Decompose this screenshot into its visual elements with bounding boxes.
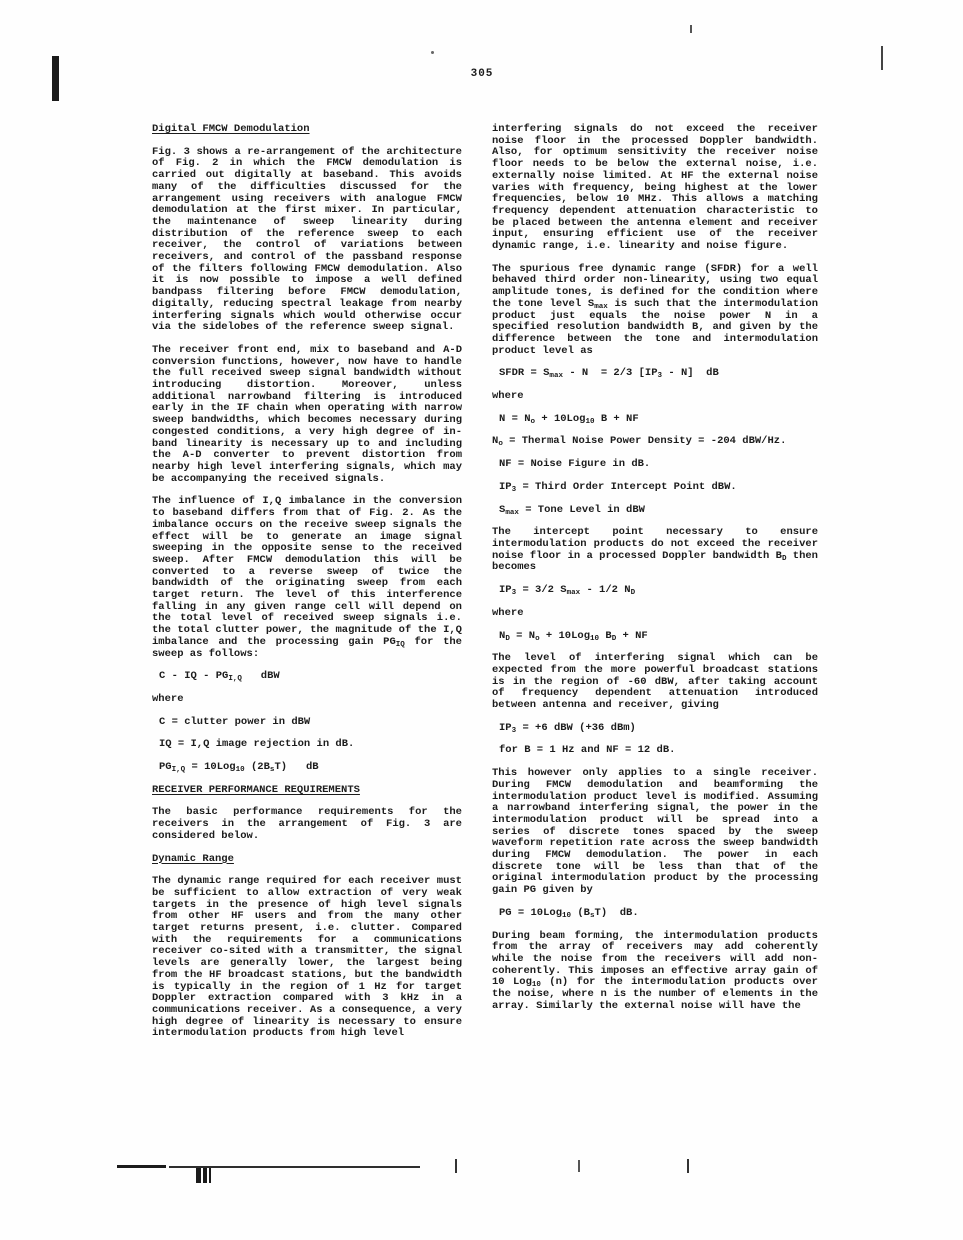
para-single-receiver: This however only applies to a single receiver. During FMCW demodulation and beamforming the intermodulation product level is modified. Assuming a narrowband interfering signal, the power in the intermodulation product will be spread into a series of discrete tones spaced by the sweep waveform repetition rate across the sweep bandwidth during FMCW demodulation. The power in each discrete tone will be less than that of the original intermodulation product by the processing gain PG given by (492, 767, 818, 897)
formula-clutter-interference: C - IQ - $PG_{I,Q}$ dBW (159, 670, 280, 684)
scan-artifact-bottom-tick (687, 1159, 689, 1173)
where-label: where (492, 606, 524, 619)
scan-artifact-bottom-mark (196, 1168, 201, 1183)
para-basic-performance: The basic performance requirements for the receivers in the arrangement of Fig. 3 are considered below. (152, 806, 462, 842)
where-label: where (152, 692, 184, 705)
line-bandwidth-noise-figure: for B = 1 Hz and NF = 12 dB. (499, 744, 676, 757)
para-dynamic-range: The dynamic range required for each receiver must be sufficient to allow extraction of very weak targets in the presence of high level signals from other HF users and from the many other target returns present, i.e. clutter. Compared with the requirements for a communications receiver co-sited with a transmitter, the signal levels are generally lower, the largest being from the HF broadcast stations, but the bandwidth is typically in the region of 1 Hz for target Doppler extraction compared with 3 kHz in a communications receiver. As a consequence, a very high degree of linearity is necessary to ensure intermodulation products from high level (152, 875, 462, 1040)
def-thermal-noise-density: $N_o$ = Thermal Noise Power Density = -204 dBW/Hz. (492, 435, 787, 449)
where-label: where (492, 390, 524, 403)
scan-artifact-top-left-bar (52, 56, 59, 101)
scan-artifact-top-dot (431, 51, 434, 54)
scan-artifact-right-line (881, 46, 883, 70)
column-right (492, 124, 818, 1051)
def-doppler-noise-power: $N_D = N_o + 10Log_{10}$ $B_D$ + NF (499, 629, 648, 643)
scan-artifact-top-tick (690, 25, 692, 33)
formula-sfdr: SFDR = $S_{max} - N = 2/3$ $[IP_3 - N]$ dB (499, 367, 719, 381)
def-processing-gain: $PG_{I,Q} = 10Log_{10}$ $(2B_sT)$ dB (159, 761, 319, 774)
para-beam-forming: During beam forming, the intermodulation products from the array of receivers may add coherently while the noise from the receivers will add non-coherently. This imposes an effective array gain of 10 Log$_{10}$ (n) for the intermodulation products over the noise, where n is the number of elements in the array. Similarly the external noise will have the (492, 929, 818, 1012)
para-interfering-signal-level: The level of interfering signal which can be expected from the more powerful broadcast stations is in the region of -60 dBW, after taking account of frequency dependent attenuation introduced between antenna and receiver, giving (492, 652, 818, 712)
para-iq-imbalance: The influence of I,Q imbalance in the conversion to baseband differs from that of Fig. 2. As the imbalance occurs on the receive sweep signals the effect will be to generate an image signal sweeping in the opposite sense to the received sweep. After FMCW demodulation this will be converted to a reverse sweep of twice the bandwidth of the originating sweep from each target return. The level of this interference falling in any given range cell will depend on the total level of received sweep signals i.e. the total clutter power, the magnitude of the I,Q imbalance and the processing gain $PG_{IQ}$ for the sweep as follows: (152, 495, 462, 660)
scan-artifact-bottom-tick (455, 1159, 457, 1173)
scan-artifact-bottom-rule-1 (117, 1165, 166, 1168)
scan-artifact-bottom-mark (203, 1168, 207, 1183)
def-noise-figure: NF = Noise Figure in dB. (499, 458, 651, 471)
formula-ip3-value: $IP_3 = +6$ dBW (+36 dBm) (499, 721, 636, 735)
column-left (152, 124, 462, 1051)
para-intercept-point: The intercept point necessary to ensure intermodulation products do not exceed the receiver noise floor in a processed Doppler bandwidth $B_D$ then becomes (492, 526, 818, 574)
def-third-order-intercept: $IP_3$ = Third Order Intercept Point dBW. (499, 480, 737, 494)
def-clutter-power: C = clutter power in dBW (159, 715, 311, 728)
scan-artifact-bottom-tick (578, 1160, 580, 1172)
para-sfdr-definition: The spurious free dynamic range (SFDR) for a well behaved third order non-linearity, using two equal amplitude tones, is defined for the condition where the tone level $S_{max}$ is such that the intermodulation product just equals the noise power N in a specified resolution bandwidth B, and given by the difference between the tone and intermodulation product level as (492, 262, 818, 357)
heading-dynamic-range: Dynamic Range (152, 852, 234, 865)
heading-digital-fmcw-demodulation: Digital FMCW Demodulation (152, 123, 310, 135)
heading-receiver-performance-requirements: RECEIVER PERFORMANCE REQUIREMENTS (152, 783, 360, 796)
def-iq-image-rejection: IQ = I,Q image rejection in dB. (159, 738, 355, 751)
page-number: 305 (470, 68, 494, 80)
scan-artifact-bottom-mark (209, 1168, 211, 1183)
para-interfering-signals: interfering signals do not exceed the receiver noise floor in the processed Doppler bandwidth. Also, for optimum sensitivity the receiver noise floor needs to be below the external noise, i.e. externally noise limited. At HF the external noise varies with frequency, being highest at the lower frequencies, below 10 MHz. This allows a matching frequency dependent attenuation characteristic to be placed between the antenna element and receiver input, ensuring efficient use of the receiver dynamic range, i.e. linearity and noise figure. (492, 123, 818, 253)
para-fig3-rearrangement: Fig. 3 shows a re-arrangement of the architecture of Fig. 2 in which the FMCW demodulation is carried out digitally at baseband. This avoids many of the difficulties discussed for the arrangement using receivers with analogue FMCW demodulation at the first mixer. In particular, the maintenance of sweep linearity during distribution of the reference sweep to each receiver, the control of variations between receivers, and control of the passband response of the filters following FMCW demodulation. Also it is now possible to impose a well defined bandpass filtering before FMCW demodulation, digitally, reducing spectral leakage from nearby interfering signals which would otherwise occur via the sidelobes of the reference sweep signal. (152, 145, 462, 334)
def-noise-power: $N = N_o + 10Log_{10}$ B + NF (499, 412, 639, 426)
two-column-text (152, 124, 818, 1051)
para-receiver-front-end: The receiver front end, mix to baseband and A-D conversion functions, however, now have to handle the full received sweep signal bandwidth without introducing distortion. Moreover, unless additional narrowband filtering is introduced early in the IF chain when operating with narrow sweep bandwidths, which becomes necessary during congested conditions, a very high degree of in-band linearity is necessary up to and including the A-D converter to prevent distortion from nearby high level interfering signals, which may be accompanying the received signals. (152, 343, 462, 485)
formula-processing-gain: PG = 10Log$_{10}$ $(B_sT)$ dB. (499, 906, 639, 920)
def-tone-level: $S_{max}$ = Tone Level in dBW (499, 503, 645, 517)
formula-ip3-required: $IP_3 = 3/2$ $S_{max} - 1/2$ $N_D$ (499, 584, 636, 597)
